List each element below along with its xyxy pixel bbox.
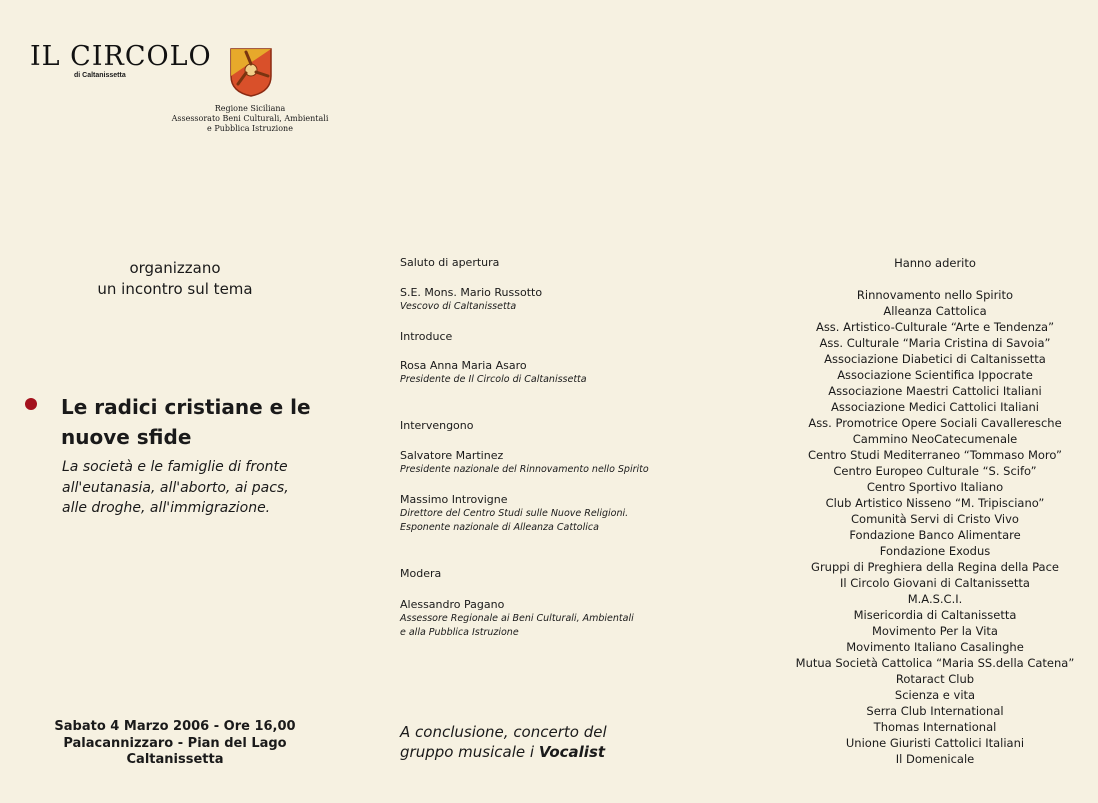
regione-siciliana-text — [160, 104, 340, 134]
adherent-item: Centro Europeo Culturale “S. Scifo” — [833, 464, 1037, 478]
speaker-name: Rosa Anna Maria Asaro — [400, 359, 527, 372]
adherent-item: Rinnovamento nello Spirito — [856, 288, 1014, 302]
adherent-item: Ass. Artistico-Culturale “Arte e Tendenza” — [815, 320, 1055, 334]
adherent-item: Movimento Per la Vita — [872, 624, 998, 638]
section-modera: Modera — [400, 567, 442, 580]
adherent-item: Associazione Medici Cattolici Italiani — [831, 400, 1039, 414]
event-title — [61, 392, 351, 452]
adherent-item: Serra Club International — [866, 704, 1004, 718]
event-subtitle — [62, 457, 352, 519]
adherent-item: Fondazione Banco Alimentare — [849, 528, 1021, 542]
speaker-role: Direttore del Centro Studi sulle Nuove Religioni. — [400, 508, 629, 519]
intro-line: un incontro sul tema — [97, 280, 253, 298]
conclusion-line: A conclusione, concerto del — [400, 723, 607, 741]
date-line: Sabato 4 Marzo 2006 - Ore 16,00 — [54, 719, 296, 734]
left-panel — [0, 0, 360, 803]
speaker-role: Presidente nazionale del Rinnovamento nello Spirito — [400, 464, 649, 475]
city-line: Caltanissetta — [126, 752, 224, 767]
speaker-name: Massimo Introvigne — [400, 493, 508, 506]
intro-line: organizzano — [129, 259, 221, 277]
section-intervengono: Intervengono — [400, 419, 474, 432]
speaker-name: Salvatore Martinez — [400, 449, 504, 462]
sicilian-crest-icon — [228, 46, 274, 98]
adherent-item: Alleanza Cattolica — [883, 304, 987, 318]
speaker-role: Presidente de Il Circolo di Caltanissetta — [400, 374, 587, 385]
adherents-heading: Hanno aderito — [894, 256, 976, 270]
adherent-item: Comunità Servi di Cristo Vivo — [851, 512, 1019, 526]
event-date-location — [40, 719, 310, 769]
adherent-item: Cammino NeoCatecumenale — [852, 432, 1018, 446]
regione-line: e Pubblica Istruzione — [207, 124, 293, 133]
regione-line: Regione Siciliana — [214, 104, 286, 113]
speaker-role: e alla Pubblica Istruzione — [400, 627, 519, 638]
programme — [400, 256, 720, 640]
adherent-item: Scienza e vita — [894, 688, 976, 702]
title-line: nuove sfide — [61, 425, 192, 449]
title-line: Le radici cristiane e le — [61, 395, 311, 419]
section-opening: Saluto di apertura — [400, 256, 500, 269]
adherents-list — [740, 255, 1098, 767]
adherent-item: Rotaract Club — [895, 672, 975, 686]
adherents-panel — [740, 0, 1098, 803]
location-line: Palacannizzaro - Pian del Lago — [63, 735, 287, 751]
adherent-item: Associazione Diabetici di Caltanissetta — [824, 352, 1046, 366]
adherent-item: Associazione Maestri Cattolici Italiani — [828, 384, 1042, 398]
subtitle-line: alle droghe, all'immigrazione. — [62, 500, 271, 516]
adherent-item: Ass. Culturale “Maria Cristina di Savoia” — [819, 336, 1051, 350]
logo-subtitle: di Caltanissetta — [74, 72, 126, 79]
adherent-item: Gruppi di Preghiera della Regina della Pace — [811, 560, 1059, 574]
adherent-item: Mutua Società Cattolica “Maria SS.della Catena” — [795, 656, 1075, 670]
programme-panel — [360, 0, 740, 803]
adherent-item: Unione Giuristi Cattolici Italiani — [845, 736, 1025, 750]
adherent-item: Il Circolo Giovani di Caltanissetta — [840, 576, 1030, 590]
subtitle-line: all'eutanasia, all'aborto, ai pacs, — [62, 479, 289, 496]
adherent-item: Thomas International — [873, 720, 997, 734]
conclusion-line — [400, 742, 720, 762]
logo-wordmark: IL CIRCOLO — [30, 41, 212, 72]
adherent-item: Il Domenicale — [895, 752, 975, 766]
speaker-name: S.E. Mons. Mario Russotto — [400, 286, 543, 299]
adherent-item: M.A.S.C.I. — [907, 592, 963, 606]
band-name: Vocalist — [538, 743, 606, 761]
speaker-role: Esponente nazionale di Alleanza Cattolica — [400, 522, 599, 533]
adherent-item: Fondazione Exodus — [879, 544, 991, 558]
regione-line: Assessorato Beni Culturali, Ambientali — [171, 114, 329, 123]
adherent-item: Centro Sportivo Italiano — [866, 480, 1004, 494]
adherent-item: Movimento Italiano Casalinghe — [846, 640, 1024, 654]
adherent-item: Associazione Scientifica Ippocrate — [837, 368, 1033, 382]
il-circolo-logo — [30, 41, 212, 79]
adherent-item: Club Artistico Nisseno “M. Tripisciano” — [825, 496, 1045, 510]
closing-concert-note — [400, 722, 720, 762]
speaker-role: Vescovo di Caltanissetta — [400, 301, 517, 312]
speaker-name: Alessandro Pagano — [400, 598, 505, 611]
adherent-item: Ass. Promotrice Opere Sociali Cavalleresche — [808, 416, 1062, 430]
adherent-item: Misericordia di Caltanissetta — [853, 608, 1017, 622]
adherent-item: Centro Studi Mediterraneo “Tommaso Moro” — [808, 448, 1062, 462]
section-introduce: Introduce — [400, 330, 453, 343]
subtitle-line: La società e le famiglie di fronte — [62, 459, 288, 475]
conclusion-prefix: gruppo musicale i — [400, 743, 539, 761]
title-bullet — [25, 398, 37, 410]
speaker-role: Assessore Regionale ai Beni Culturali, Ambientali — [400, 613, 634, 624]
organizers-intro — [60, 258, 290, 300]
